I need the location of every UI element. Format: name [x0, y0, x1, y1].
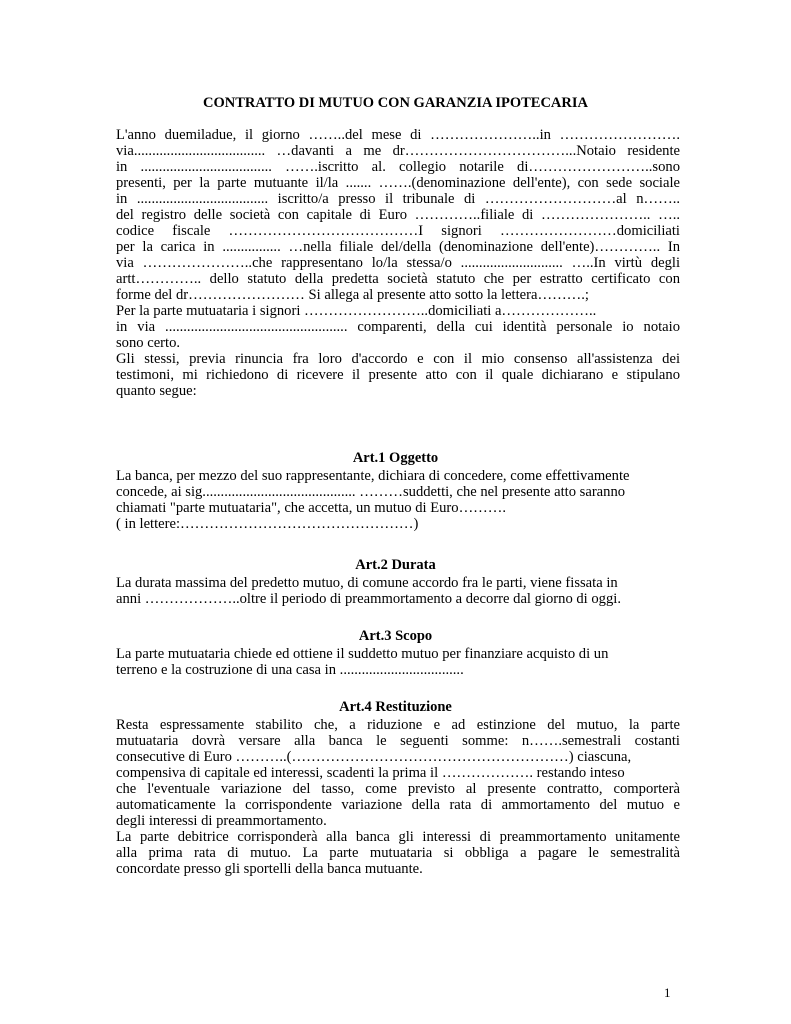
text-line: La parte debitrice corrisponderà alla banca gli interessi di preammortamento unitamente: [116, 829, 680, 845]
text-line: concordate presso gli sportelli della banca mutuante.: [116, 861, 423, 877]
text-line: forme del dr…………………… Si allega al presente atto sotto la lettera……….;: [116, 287, 589, 303]
text-line: in via .................................................. comparenti, della cui identità personale io notaio: [116, 319, 680, 335]
text-line: sono certo.: [116, 335, 181, 351]
text-line: consecutive di Euro ………..(…………………………………………………) ciascuna,: [116, 749, 632, 765]
article-4-heading: Art.4 Restituzione: [339, 699, 452, 715]
text-line: via.................................... …davanti a me dr……………………………...Notaio residente: [116, 143, 680, 159]
text-line: concede, ai sig.......................................... ………suddetti, che nel presente atto saranno: [116, 484, 626, 500]
text-line: ( in lettere:…………………………………………): [116, 516, 419, 532]
text-line: Gli stessi, previa rinuncia fra loro d'accordo e con il mio consenso all'assistenza dei: [116, 351, 680, 367]
text-line: automaticamente la corrispondente variazione della rata di ammortamento del mutuo e: [116, 797, 680, 813]
article-2-body: [116, 575, 680, 607]
article-2-heading: Art.2 Durata: [355, 557, 436, 573]
text-line: in .................................... iscritto/a presso il tribunale di ………………………al n……..: [116, 191, 680, 207]
text-line: testimoni, mi richiedono di ricevere il presente atto con il quale dichiarano e stipulano: [116, 367, 680, 383]
text-line: quanto segue:: [116, 383, 197, 399]
article-3-body: [116, 646, 680, 678]
text-line: via …………………..che rappresentano lo/la stessa/o ............................ …..In virtù degli: [116, 255, 680, 271]
intro-paragraph: [116, 127, 680, 399]
text-line: artt………….. dello statuto della predetta società statuto che per estratto certificato con: [116, 271, 680, 287]
text-line: codice fiscale …………………………………I signori ……………………domiciliati: [116, 223, 680, 239]
article-4-body: [116, 717, 680, 877]
text-line: degli interessi di preammortamento.: [116, 813, 327, 829]
text-line: in .................................... …….iscritto al. collegio notarile di……………………..sono: [116, 159, 680, 175]
text-line: anni ………………..oltre il periodo di preammortamento a decorre dal giorno di oggi.: [116, 591, 621, 607]
text-line: terreno e la costruzione di una casa in ..................................: [116, 662, 464, 678]
document-title: CONTRATTO DI MUTUO CON GARANZIA IPOTECARIA: [203, 95, 588, 111]
text-line: presenti, per la parte mutuante il/la ....... …….(denominazione dell'ente), con sede sociale: [116, 175, 680, 191]
text-line: mutuataria dovrà versare alla banca le seguenti somme: n…….semestrali costanti: [116, 733, 680, 749]
text-line: Resta espressamente stabilito che, a riduzione e ad estinzione del mutuo, la parte: [116, 717, 680, 733]
text-line: alla prima rata di mutuo. La parte mutuataria si obbliga a pagare le semestralità: [116, 845, 680, 861]
article-1-heading: Art.1 Oggetto: [352, 450, 439, 466]
text-line: per la carica in ................ …nella filiale del/della (denominazione dell'ente)………….. In: [116, 239, 680, 255]
text-line: La durata massima del predetto mutuo, di comune accordo fra le parti, viene fissata in: [116, 575, 618, 591]
text-line: compensiva di capitale ed interessi, scadenti la prima il ………………. restando inteso: [116, 765, 625, 781]
article-3-heading: Art.3 Scopo: [358, 628, 433, 644]
article-1-body: [116, 468, 680, 532]
text-line: Per la parte mutuataria i signori ……………………..domiciliati a………………..: [116, 303, 597, 319]
text-line: La banca, per mezzo del suo rappresentante, dichiara di concedere, come effettivamente: [116, 468, 630, 484]
text-line: che l'eventuale variazione del tasso, come previsto al presente contratto, comporterà: [116, 781, 680, 797]
page-number: 1: [664, 985, 671, 1000]
text-line: del registro delle società con capitale di Euro …………..filiale di ………………….. …..: [116, 207, 680, 223]
text-line: La parte mutuataria chiede ed ottiene il suddetto mutuo per finanziare acquisto di un: [116, 646, 609, 662]
text-line: L'anno duemiladue, il giorno ……..del mese di …………………..in …………………….: [116, 127, 680, 143]
text-line: chiamati "parte mutuataria", che accetta, un mutuo di Euro……….: [116, 500, 506, 516]
